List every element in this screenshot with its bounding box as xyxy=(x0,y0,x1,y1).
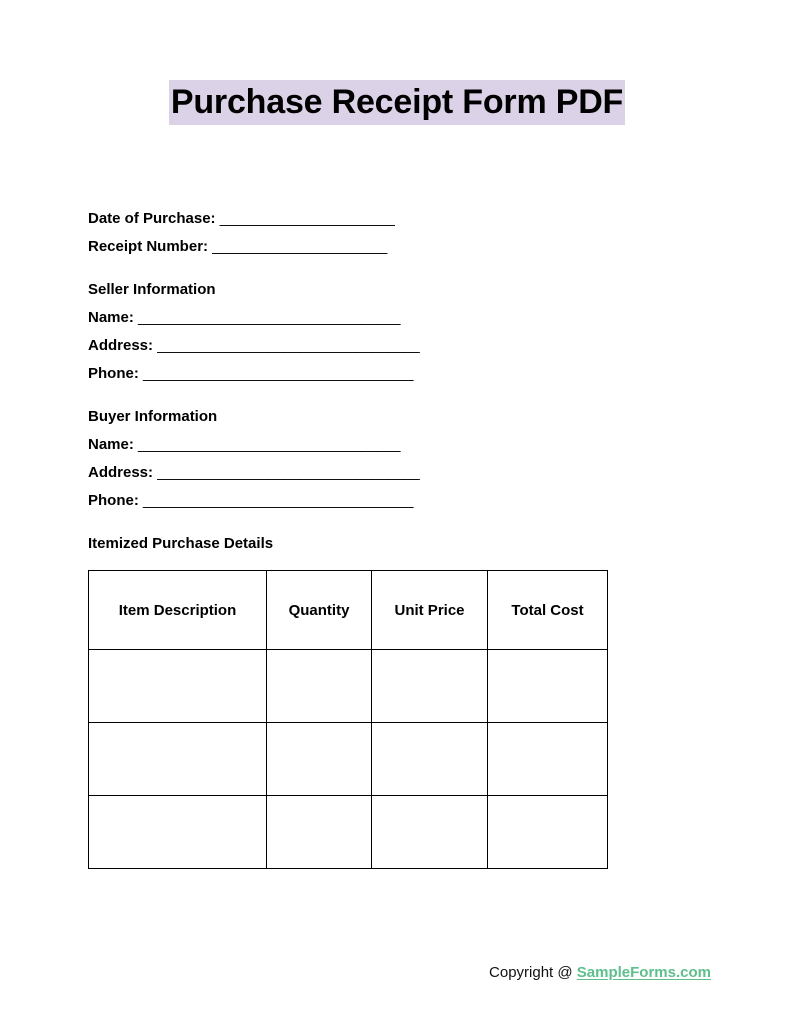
title-container xyxy=(0,80,794,125)
field-label: Name: xyxy=(88,436,134,453)
fill-in-line[interactable]: _________________________________ xyxy=(138,436,401,453)
column-header-quantity: Quantity xyxy=(267,571,372,650)
field-seller-name xyxy=(88,304,708,332)
cell-quantity[interactable] xyxy=(267,650,372,723)
cell-unit-price[interactable] xyxy=(372,796,488,869)
buyer-information-group xyxy=(88,431,708,515)
field-label: Receipt Number: xyxy=(88,238,209,255)
field-buyer-name xyxy=(88,431,708,459)
field-date-of-purchase xyxy=(88,205,708,233)
fill-in-line[interactable]: __________________________________ xyxy=(143,365,414,382)
field-label: Address: xyxy=(88,464,154,481)
field-label: Date of Purchase: xyxy=(88,210,216,227)
page-footer xyxy=(0,962,711,984)
sampleforms-link[interactable]: SampleForms.com xyxy=(576,964,711,981)
field-seller-phone xyxy=(88,360,708,388)
cell-item-description[interactable] xyxy=(89,650,267,723)
page-title: Purchase Receipt Form PDF xyxy=(169,80,625,125)
field-label: Name: xyxy=(88,309,134,326)
table-row xyxy=(89,650,608,723)
field-label: Phone: xyxy=(88,492,139,509)
cell-unit-price[interactable] xyxy=(372,723,488,796)
fill-in-line[interactable]: ______________________ xyxy=(212,238,387,255)
field-label: Phone: xyxy=(88,365,139,382)
field-buyer-phone xyxy=(88,487,708,515)
column-header-unit-price: Unit Price xyxy=(372,571,488,650)
cell-item-description[interactable] xyxy=(89,796,267,869)
fill-in-line[interactable]: __________________________________ xyxy=(143,492,414,509)
fill-in-line[interactable]: _________________________________ xyxy=(138,309,401,326)
fill-in-line[interactable]: _________________________________ xyxy=(157,464,420,481)
cell-quantity[interactable] xyxy=(267,796,372,869)
cell-total-cost[interactable] xyxy=(488,650,608,723)
section-heading-itemized: Itemized Purchase Details xyxy=(88,535,274,552)
form-body xyxy=(88,205,708,558)
column-header-total-cost: Total Cost xyxy=(488,571,608,650)
cell-item-description[interactable] xyxy=(89,723,267,796)
copyright-text: Copyright @ xyxy=(489,964,573,981)
cell-quantity[interactable] xyxy=(267,723,372,796)
itemized-purchase-table xyxy=(88,570,608,869)
field-label: Address: xyxy=(88,337,154,354)
section-heading-buyer: Buyer Information xyxy=(88,408,218,425)
table-row xyxy=(89,796,608,869)
cell-unit-price[interactable] xyxy=(372,650,488,723)
cell-total-cost[interactable] xyxy=(488,796,608,869)
fill-in-line[interactable]: ______________________ xyxy=(219,210,395,227)
field-receipt-number xyxy=(88,233,708,261)
cell-total-cost[interactable] xyxy=(488,723,608,796)
field-buyer-address xyxy=(88,459,708,487)
fill-in-line[interactable]: _________________________________ xyxy=(157,337,420,354)
seller-information-group xyxy=(88,304,708,388)
itemized-table-container xyxy=(88,570,607,869)
section-heading-seller: Seller Information xyxy=(88,281,216,298)
table-row xyxy=(89,723,608,796)
table-header-row xyxy=(89,571,608,650)
column-header-item-description: Item Description xyxy=(89,571,267,650)
field-seller-address xyxy=(88,332,708,360)
